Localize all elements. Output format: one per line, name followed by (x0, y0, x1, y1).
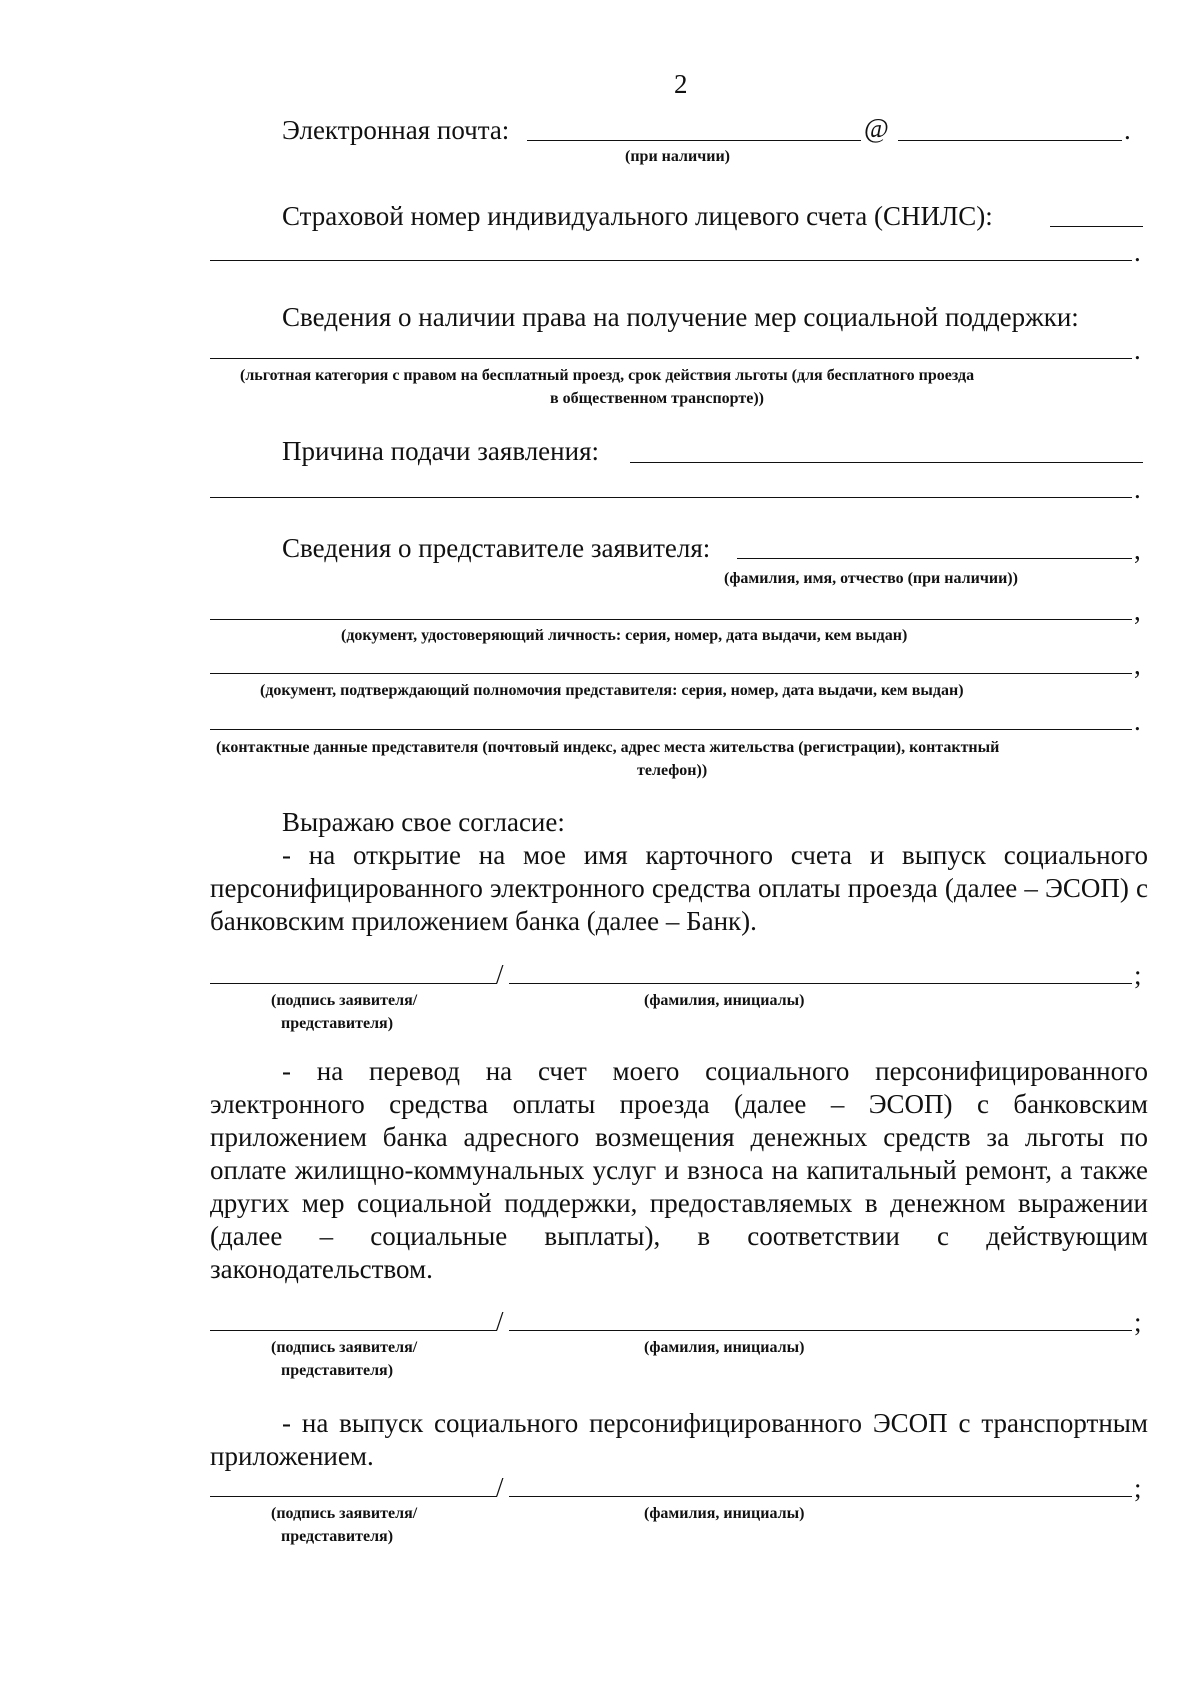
representative-contacts-line[interactable] (210, 729, 1132, 730)
consent-item-2: - на перевод на счет моего социального персонифицированного электронного средства оплаты проезда (далее – ЭСОП) с банковским приложением банка адресного возмещения денежных средств за льготы по оплате жилищно-коммунальных услуг и взноса на капитальный ремонт, а также других мер социальной поддержки, предоставляемых в денежном выражении (далее – социальные выплаты), в соответствии с действующим законодательством. (210, 1056, 1148, 1284)
social-support-label: Сведения о наличии права на получение мер социальной поддержки: (282, 302, 1079, 332)
representative-name-hint: (фамилия, имя, отчество (при наличии)) (724, 570, 1018, 587)
representative-id-doc-hint: (документ, удостоверяющий личность: серия, номер, дата выдачи, кем выдан) (341, 627, 908, 644)
representative-authority-doc-hint: (документ, подтверждающий полномочия представителя: серия, номер, дата выдачи, кем выдан) (260, 682, 964, 699)
signature-1-name-hint: (фамилия, инициалы) (644, 992, 805, 1009)
email-end-dot: . (1124, 115, 1131, 145)
email-at-sign: @ (864, 113, 889, 143)
reason-line-1[interactable] (630, 462, 1143, 463)
snils-line-1[interactable] (1050, 226, 1143, 227)
email-label: Электронная почта: (282, 115, 510, 145)
reason-line-2[interactable] (210, 497, 1132, 498)
social-support-line[interactable] (210, 358, 1132, 359)
representative-id-doc-comma: , (1134, 596, 1141, 626)
signature-1-semicolon: ; (1134, 960, 1142, 990)
signature-2-sign-line[interactable] (210, 1330, 497, 1331)
consent-item-1: - на открытие на мое имя карточного счета и выпуск социального персонифицированного электронного средства оплаты проезда (далее – ЭСОП) с банковским приложением банка (далее – Банк). (210, 840, 1148, 936)
signature-3-sign-hint-1: (подпись заявителя/ (271, 1505, 418, 1522)
social-support-hint-2: в общественном транспорте)) (550, 390, 764, 407)
email-domain-line[interactable] (898, 140, 1122, 141)
representative-authority-doc-comma: , (1134, 650, 1141, 680)
snils-label: Страховой номер индивидуального лицевого счета (СНИЛС): (282, 201, 993, 231)
reason-end-dot: . (1134, 474, 1141, 504)
signature-2-slash: / (496, 1306, 504, 1336)
social-support-end-dot: . (1134, 335, 1141, 365)
signature-3-semicolon: ; (1134, 1473, 1142, 1503)
signature-1-sign-hint-2: представителя) (281, 1015, 394, 1032)
representative-contacts-end-dot: . (1134, 706, 1141, 736)
signature-1-name-line[interactable] (509, 983, 1132, 984)
signature-2-semicolon: ; (1134, 1307, 1142, 1337)
consent-item-3: - на выпуск социального персонифицированного ЭСОП с транспортным приложением. (210, 1408, 1148, 1471)
snils-end-dot: . (1134, 237, 1141, 267)
signature-3-name-hint: (фамилия, инициалы) (644, 1505, 805, 1522)
email-hint: (при наличии) (625, 148, 731, 165)
representative-contacts-hint-2: телефон)) (637, 762, 708, 779)
representative-id-doc-line[interactable] (210, 619, 1132, 620)
social-support-hint-1: (льготная категория с правом на бесплатный проезд, срок действия льготы (для бесплатного проезда (240, 367, 975, 384)
signature-1-sign-hint-1: (подпись заявителя/ (271, 992, 418, 1009)
email-local-line[interactable] (527, 140, 861, 141)
signature-3-name-line[interactable] (509, 1496, 1132, 1497)
signature-3-slash: / (496, 1472, 504, 1502)
representative-authority-doc-line[interactable] (210, 673, 1132, 674)
representative-contacts-hint-1: (контактные данные представителя (почтовый индекс, адрес места жительства (регистрации), контактный (216, 739, 1000, 756)
representative-name-line[interactable] (737, 558, 1132, 559)
snils-line-2[interactable] (210, 260, 1132, 261)
signature-3-sign-hint-2: представителя) (281, 1528, 394, 1545)
representative-name-comma: , (1134, 535, 1141, 565)
signature-2-name-hint: (фамилия, инициалы) (644, 1339, 805, 1356)
signature-3-sign-line[interactable] (210, 1496, 497, 1497)
consent-heading: Выражаю свое согласие: (282, 807, 565, 837)
signature-1-sign-line[interactable] (210, 983, 497, 984)
signature-2-name-line[interactable] (509, 1330, 1132, 1331)
reason-label: Причина подачи заявления: (282, 436, 599, 466)
signature-1-slash: / (496, 959, 504, 989)
signature-2-sign-hint-1: (подпись заявителя/ (271, 1339, 418, 1356)
signature-2-sign-hint-2: представителя) (281, 1362, 394, 1379)
representative-label: Сведения о представителе заявителя: (282, 533, 711, 563)
page-number: 2 (674, 69, 688, 99)
